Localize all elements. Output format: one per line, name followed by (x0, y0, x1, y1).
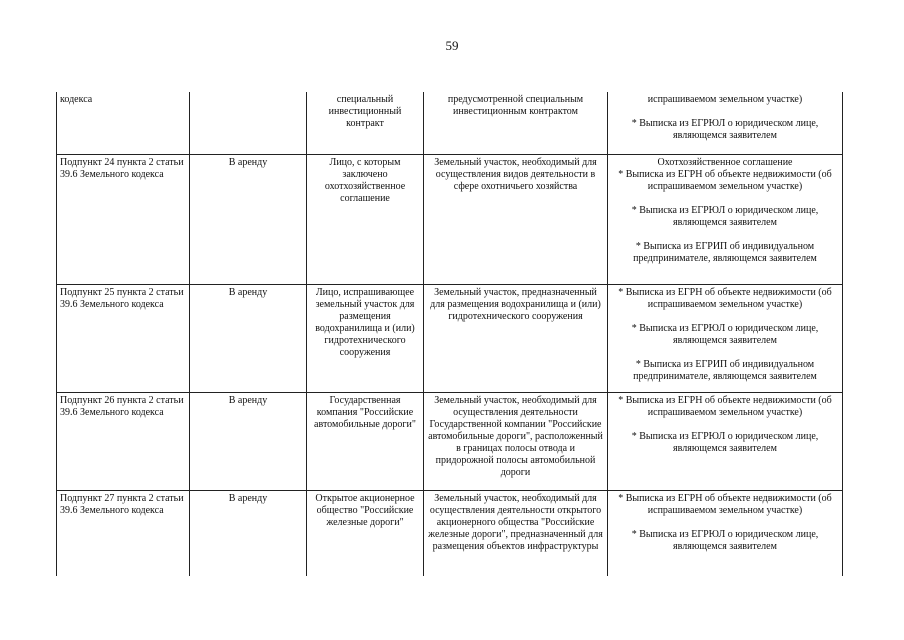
document-item: * Выписка из ЕГРИП об индивидуальном предпринимателе, являющемся заявителем (633, 240, 817, 264)
document-item: * Выписка из ЕГРЮЛ о юридическом лице, являющемся заявителем (631, 204, 819, 228)
table-row (57, 392, 843, 490)
basis-cell: Подпункт 25 пункта 2 статьи 39.6 Земельного кодекса (57, 284, 190, 392)
land-plot-cell: Земельный участок, предназначенный для размещения водохранилища и (или) гидротехнического сооружения (424, 284, 608, 392)
table-row (57, 490, 843, 576)
right-type-cell (190, 92, 307, 154)
document-item: * Выписка из ЕГРН об объекте недвижимости (об испрашиваемом земельном участке) (618, 492, 832, 516)
applicant-cell: Государственная компания "Российские автомобильные дороги" (307, 392, 424, 490)
document-item: * Выписка из ЕГРН об объекте недвижимости (об испрашиваемом земельном участке) (618, 286, 832, 310)
applicant-cell: Открытое акционерное общество "Российские железные дороги" (307, 490, 424, 576)
right-type-cell: В аренду (190, 392, 307, 490)
basis-cell: Подпункт 27 пункта 2 статьи 39.6 Земельного кодекса (57, 490, 190, 576)
land-plot-cell: предусмотренной специальным инвестиционным контрактом (424, 92, 608, 154)
applicant-cell: Лицо, с которым заключено охотхозяйственное соглашение (307, 154, 424, 284)
land-plot-cell: Земельный участок, необходимый для осуществления деятельности открытого акционерного общества "Российские железные дороги", предназначенный для размещения объектов инфраструктуры (424, 490, 608, 576)
document-item: * Выписка из ЕГРЮЛ о юридическом лице, являющемся заявителем (631, 322, 819, 346)
document-item: * Выписка из ЕГРЮЛ о юридическом лице, являющемся заявителем (631, 528, 819, 552)
basis-cell: кодекса (57, 92, 190, 154)
basis-cell: Подпункт 24 пункта 2 статьи 39.6 Земельного кодекса (57, 154, 190, 284)
land-documents-table (56, 92, 843, 576)
document-item: * Выписка из ЕГРН об объекте недвижимости (об испрашиваемом земельном участке) (618, 394, 832, 418)
applicant-cell: специальный инвестиционный контракт (307, 92, 424, 154)
right-type-cell: В аренду (190, 490, 307, 576)
land-plot-cell: Земельный участок, необходимый для осуществления видов деятельности в сфере охотничьего хозяйства (424, 154, 608, 284)
documents-cell (608, 392, 843, 490)
document-item: * Выписка из ЕГРИП об индивидуальном предпринимателе, являющемся заявителем (633, 358, 817, 382)
table-row (57, 284, 843, 392)
basis-cell: Подпункт 26 пункта 2 статьи 39.6 Земельного кодекса (57, 392, 190, 490)
right-type-cell: В аренду (190, 154, 307, 284)
documents-cell (608, 154, 843, 284)
document-item: * Выписка из ЕГРЮЛ о юридическом лице, являющемся заявителем (631, 430, 819, 454)
right-type-cell: В аренду (190, 284, 307, 392)
table-row (57, 92, 843, 154)
document-item: Охотхозяйственное соглашение * Выписка из ЕГРН об объекте недвижимости (об испрашиваемом земельном участке) (618, 156, 832, 192)
document-item: * Выписка из ЕГРЮЛ о юридическом лице, являющемся заявителем (631, 118, 819, 141)
document-item: испрашиваемом земельном участке) (647, 94, 803, 105)
documents-cell (608, 490, 843, 576)
documents-cell (608, 92, 843, 154)
page-number: 59 (445, 38, 459, 53)
applicant-cell: Лицо, испрашивающее земельный участок для размещения водохранилища и (или) гидротехнического сооружения (307, 284, 424, 392)
table-row (57, 154, 843, 284)
documents-cell (608, 284, 843, 392)
land-plot-cell: Земельный участок, необходимый для осуществления деятельности Государственной компании "Российские автомобильные дороги", расположенный в границах полосы отвода и придорожной полосы автомобильной дороги (424, 392, 608, 490)
